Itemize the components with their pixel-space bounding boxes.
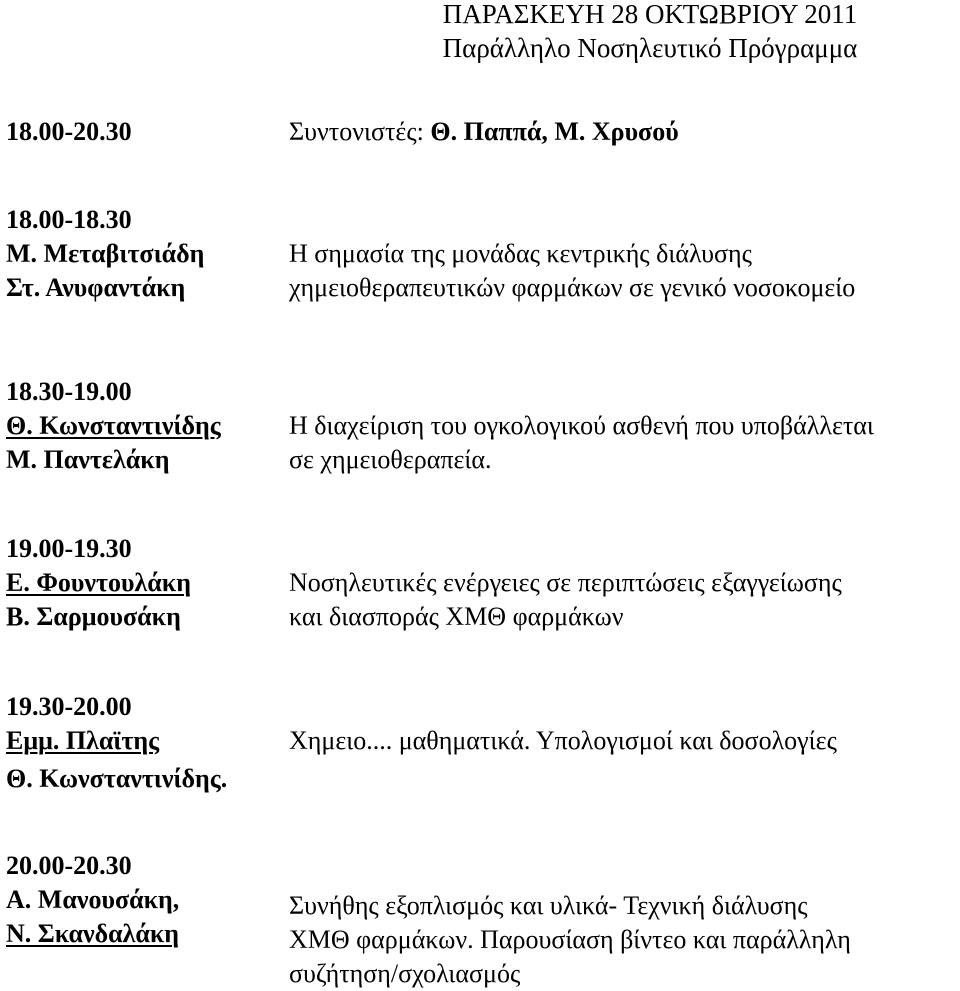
session-coordinators: [289, 115, 959, 149]
header-date: ΠΑΡΑΣΚΕΥΗ 28 ΟΚΤΩΒΡΙΟΥ 2011: [442, 0, 858, 29]
talk-speaker: Β. Σαρμουσάκη: [6, 602, 181, 631]
talk-title-line: ΧΜΘ φαρμάκων. Παρουσίαση βίντεο και παράλληλη: [289, 925, 851, 954]
talk-time: 19.00-19.30: [6, 534, 132, 563]
talk-speaker: Εμμ. Πλαϊτης: [6, 726, 160, 755]
talk-speaker: Ν. Σκανδαλάκη: [6, 919, 180, 948]
talk-speaker: Α. Μανουσάκη,: [6, 885, 180, 914]
header-program-title: Παράλληλο Νοσηλευτικό Πρόγραμμα: [442, 33, 858, 63]
talk-title-line: Νοσηλευτικές ενέργειες σε περιπτώσεις εξαγγείωσης: [289, 568, 842, 597]
talk-speaker: Μ. Παντελάκη: [6, 445, 170, 474]
talk-time: 19.30-20.00: [6, 692, 132, 721]
talk-speaker: Ε. Φουντουλάκη: [6, 568, 191, 597]
talk-time: 18.30-19.00: [6, 377, 132, 406]
talk-speaker: Θ. Κωνσταντινίδης: [6, 411, 221, 440]
talk-title-line: Η διαχείριση του ογκολογικού ασθενή που υποβάλλεται: [289, 411, 874, 440]
talk-title-line: και διασποράς ΧΜΘ φαρμάκων: [289, 602, 624, 631]
talk-title-line: σε χημειοθεραπεία.: [289, 445, 492, 474]
talk-title-line: Συνήθης εξοπλισμός και υλικά- Τεχνική διάλυσης: [289, 891, 808, 920]
coordinators-names: Θ. Παππά, Μ. Χρυσού: [430, 117, 679, 146]
talk-title-line: χημειοθεραπευτικών φαρμάκων σε γενικό νοσοκομείο: [289, 273, 856, 302]
session-time: 18.00-20.30: [6, 117, 132, 146]
talk-speaker: Στ. Ανυφαντάκη: [6, 273, 186, 302]
talk-speaker: Θ. Κωνσταντινίδης.: [6, 764, 228, 793]
talk-title-line: Η σημασία της μονάδας κεντρικής διάλυσης: [289, 239, 752, 268]
talk-time: 20.00-20.30: [6, 851, 132, 880]
talk-title-line: Χημειο.... μαθηματικά. Υπολογισμοί και δοσολογίες: [289, 726, 837, 755]
talk-title-line: συζήτηση/σχολιασμός: [289, 959, 521, 988]
talk-time: 18.00-18.30: [6, 205, 132, 234]
talk-speaker: Μ. Μεταβιτσιάδη: [6, 239, 205, 268]
coordinators-label: Συντονιστές:: [289, 117, 431, 146]
